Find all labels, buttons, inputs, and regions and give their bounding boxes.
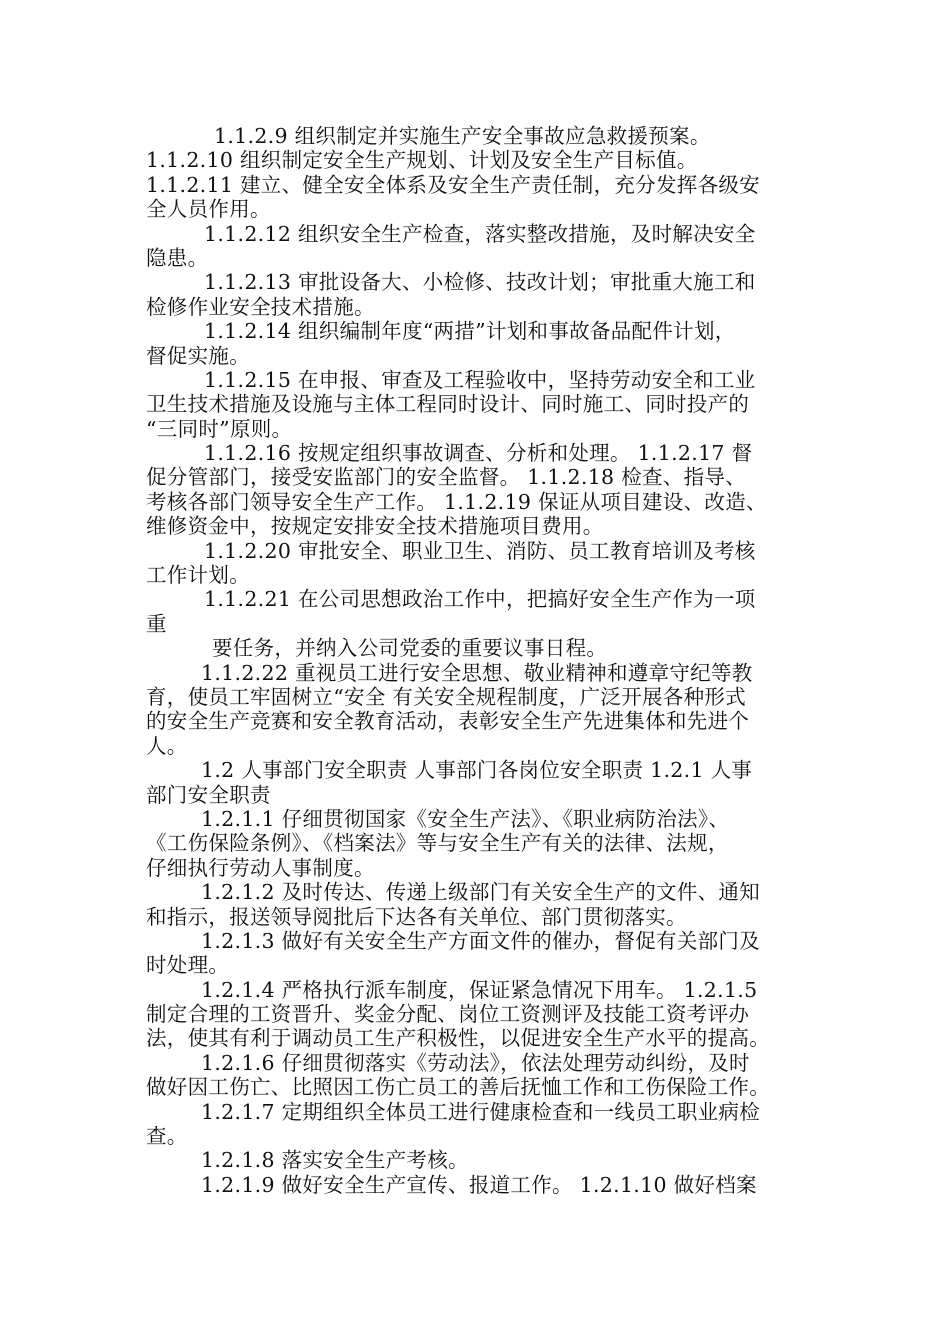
text-line: 要任务，并纳入公司党委的重要议事日程。: [212, 636, 608, 661]
text-line: 《工伤保险条例》、《档案法》等与安全生产有关的法律、法规，: [146, 831, 729, 856]
text-line: 1.2.1.1 仔细贯彻国家《安全生产法》、《职业病防治法》、: [201, 806, 730, 831]
text-line: 人。: [146, 733, 188, 758]
text-line: 制定合理的工资晋升、奖金分配、岗位工资测评及技能工资考评办: [146, 1002, 750, 1027]
text-line: 1.2.1.2 及时传达、传递上级部门有关安全生产的文件、通知: [201, 880, 761, 905]
text-line: 时处理。: [146, 953, 230, 978]
text-line: 1.1.2.13 审批设备大、小检修、技改计划；审批重大施工和: [204, 270, 756, 295]
text-line: 全人员作用。: [146, 197, 271, 222]
text-line: 1.1.2.20 审批安全、职业卫生、消防、员工教育培训及考核: [204, 538, 756, 563]
text-line: 1.1.2.11 建立、健全安全体系及安全生产责任制，充分发挥各级安: [146, 172, 760, 197]
text-line: 1.1.2.10 组织制定安全生产规划、计划及安全生产目标值。: [146, 148, 698, 173]
text-line: 1.2.1.8 落实安全生产考核。: [201, 1148, 469, 1173]
text-line: 法，使其有利于调动员工生产积极性，以促进安全生产水平的提高。: [146, 1026, 770, 1051]
text-line: 卫生技术措施及设施与主体工程同时设计、同时施工、同时投产的: [146, 392, 750, 417]
text-line: 促分管部门，接受安监部门的安全监督。 1.1.2.18 检查、指导、: [146, 465, 746, 490]
text-line: 1.1.2.12 组织安全生产检查，落实整改措施，及时解决安全: [204, 221, 756, 246]
text-line: 部门安全职责: [146, 782, 271, 807]
text-line: 1.1.2.15 在申报、审查及工程验收中，坚持劳动安全和工业: [204, 367, 756, 392]
text-line: 检修作业安全技术措施。: [146, 294, 375, 319]
text-line: 仔细执行劳动人事制度。: [146, 855, 375, 880]
text-line: 1.1.2.22 重视员工进行安全思想、敬业精神和遵章守纪等教: [201, 660, 753, 685]
text-line: 隐患。: [146, 245, 209, 270]
text-line: 1.2 人事部门安全职责 人事部门各岗位安全职责 1.2.1 人事: [201, 758, 753, 783]
text-line: 工作计划。: [146, 563, 250, 588]
document-body: [146, 124, 814, 1197]
text-line: 1.2.1.4 严格执行派车制度，保证紧急情况下用车。 1.2.1.5: [201, 977, 758, 1002]
text-line: 1.1.2.9 组织制定并实施生产安全事故应急救援预案。: [214, 124, 711, 148]
text-line: 1.2.1.3 做好有关安全生产方面文件的催办，督促有关部门及: [201, 928, 761, 953]
text-line: 查。: [146, 1124, 188, 1149]
text-line: 育，使员工牢固树立“安全 有关安全规程制度，广泛开展各种形式: [146, 684, 746, 709]
text-line: 1.1.2.16 按规定组织事故调查、分析和处理。 1.1.2.17 督: [204, 441, 753, 466]
text-line: 1.1.2.14 组织编制年度“两措”计划和事故备品配件计划，: [204, 319, 736, 344]
text-line: 做好因工伤亡、比照因工伤亡员工的善后抚恤工作和工伤保险工作。: [146, 1075, 770, 1100]
text-line: 1.2.1.7 定期组织全体员工进行健康检查和一线员工职业病检: [201, 1099, 761, 1124]
text-line: 1.2.1.9 做好安全生产宣传、报道工作。 1.2.1.10 做好档案: [201, 1172, 757, 1197]
text-line: 重: [146, 611, 167, 636]
text-line: 督促实施。: [146, 343, 250, 368]
text-line: 考核各部门领导安全生产工作。 1.1.2.19 保证从项目建设、改造、: [146, 489, 767, 514]
text-line: 1.1.2.21 在公司思想政治工作中，把搞好安全生产作为一项: [204, 587, 756, 612]
text-line: 和指示，报送领导阅批后下达各有关单位、部门贯彻落实。: [146, 904, 687, 929]
text-line: 的安全生产竞赛和安全教育活动，表彰安全生产先进集体和先进个: [146, 709, 750, 734]
text-line: 1.2.1.6 仔细贯彻落实《劳动法》，依法处理劳动纠纷，及时: [201, 1050, 750, 1075]
text-line: 维修资金中，按规定安排安全技术措施项目费用。: [146, 514, 604, 539]
text-line: “三同时”原则。: [146, 416, 293, 441]
